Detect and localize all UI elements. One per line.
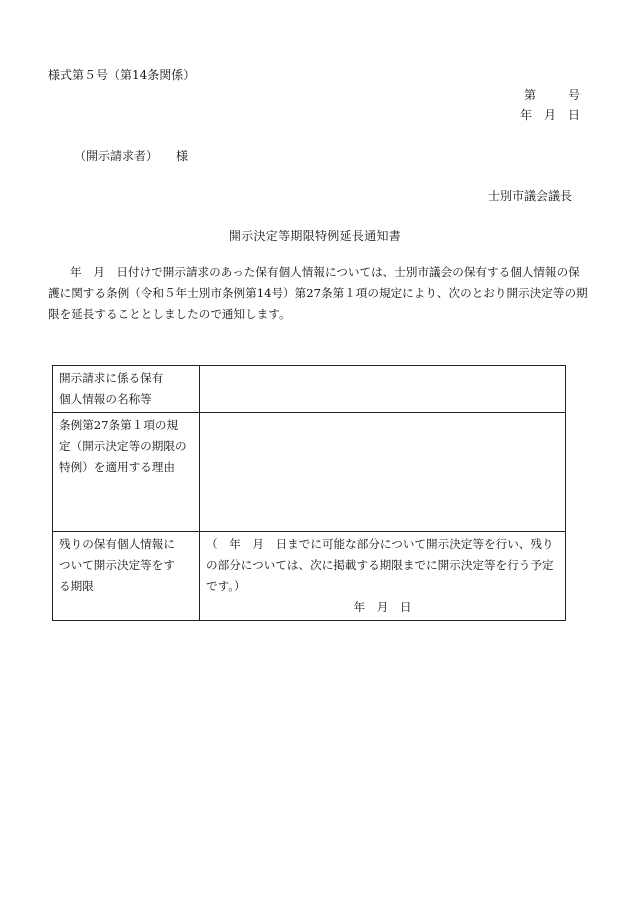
table-label-reason: 条例第27条第１項の規 定（開示決定等の期限の 特例）を適用する理由	[53, 413, 200, 532]
info-table	[52, 365, 566, 621]
table-label-deadline: 残りの保有個人情報に ついて開示決定等をす る期限	[53, 532, 200, 621]
document-title: 開示決定等期限特例延長通知書	[228, 229, 402, 243]
requester-line	[74, 147, 188, 164]
document-date: 年 月 日	[519, 108, 580, 122]
table-row	[53, 413, 566, 532]
deadline-note: （ 年 月 日までに可能な部分について開示決定等を行い、残りの部分については、次に掲載する期限までに開示決定等を行う予定です。）	[206, 537, 554, 593]
issuer: 士別市議会議長	[487, 189, 572, 203]
table-value-reason	[200, 413, 566, 532]
document-number-prefix: 第	[524, 88, 537, 102]
form-label: 様式第５号（第14条関係）	[48, 68, 196, 82]
table-value-info-name	[200, 366, 566, 413]
deadline-date: 年 月 日	[353, 600, 412, 614]
document-number-suffix: 号	[567, 88, 580, 102]
requester-name: （開示請求者）	[74, 149, 159, 163]
table-row	[53, 532, 566, 621]
requester-honorific: 様	[176, 149, 189, 163]
table-value-deadline	[200, 532, 566, 621]
body-paragraph: 年 月 日付けで開示請求のあった保有個人情報については、士別市議会の保有する個人情報の保護に関する条例（令和５年士別市条例第14号）第27条第１項の規定により、次のとおり開示決定等の期限を延長することとしましたので通知します。	[48, 265, 588, 321]
table-row	[53, 366, 566, 413]
table-label-info-name: 開示請求に係る保有 個人情報の名称等	[53, 366, 200, 413]
